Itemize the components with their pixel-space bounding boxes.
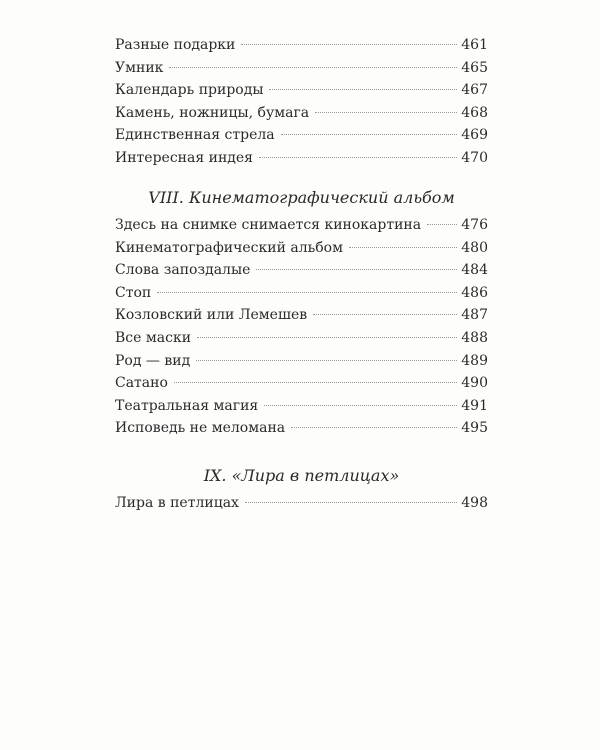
dot-leader [269, 89, 457, 90]
entry-title: Кинематографический альбом [115, 239, 343, 256]
dot-leader [256, 269, 457, 270]
toc-entry [115, 34, 488, 57]
entry-page: 487 [461, 307, 488, 324]
entry-page: 491 [461, 397, 488, 414]
entry-title: Исповедь не меломана [115, 420, 286, 437]
dot-leader [196, 360, 457, 361]
entry-title: Сатано [115, 375, 168, 392]
entry-page: 486 [461, 284, 488, 301]
entry-page: 490 [461, 375, 488, 392]
toc-entry [115, 214, 488, 237]
entry-title: Козловский или Лемешев [115, 307, 308, 324]
entry-page: 498 [461, 495, 488, 511]
dot-leader [157, 292, 457, 293]
toc-entry [115, 492, 488, 515]
toc-entry [115, 147, 488, 170]
dot-leader [169, 67, 457, 68]
entry-page: 489 [461, 352, 488, 369]
toc-entry [115, 237, 488, 260]
entry-title: Лира в петлицах [115, 495, 239, 511]
dot-leader [281, 134, 458, 135]
toc-entry [115, 372, 488, 395]
entry-page: 469 [461, 127, 488, 144]
toc-list [115, 214, 488, 440]
entry-title: Календарь природы [115, 82, 264, 99]
toc-entry [115, 259, 488, 282]
entry-title: Камень, ножницы, бумага [115, 104, 310, 121]
toc-entry [115, 282, 488, 305]
dot-leader [259, 157, 457, 158]
toc-list [115, 492, 488, 515]
entry-title: Здесь на снимке снимается кинокартина [115, 217, 422, 233]
entry-title: Род — вид [115, 352, 191, 369]
toc-entry [115, 102, 488, 125]
dot-leader [264, 405, 457, 406]
entry-page: 484 [461, 262, 488, 279]
dot-leader [241, 44, 457, 45]
entry-page: 488 [461, 329, 488, 346]
dot-leader [245, 502, 457, 503]
toc-entry [115, 79, 488, 102]
toc-entry [115, 417, 488, 440]
entry-page: 467 [461, 82, 488, 99]
section-heading: VIII. Кинематографический альбом [148, 188, 455, 207]
entry-title: Единственная стрела [115, 127, 275, 144]
toc-entry [115, 57, 488, 80]
entry-page: 495 [461, 420, 488, 437]
entry-title: Слова запоздалые [115, 262, 251, 279]
toc-entry [115, 304, 488, 327]
entry-page: 470 [461, 149, 488, 166]
entry-title: Разные подарки [115, 37, 236, 53]
dot-leader [174, 382, 457, 383]
toc-entry [115, 350, 488, 373]
dot-leader [197, 337, 457, 338]
entry-title: Все маски [115, 329, 192, 346]
toc-entry [115, 124, 488, 147]
entry-title: Стоп [115, 284, 152, 301]
entry-page: 461 [461, 37, 488, 53]
section-heading: IX. «Лира в петлицах» [203, 466, 400, 485]
dot-leader [291, 427, 457, 428]
entry-title: Театральная магия [115, 397, 259, 414]
toc-entry [115, 395, 488, 418]
entry-page: 468 [461, 104, 488, 121]
entry-page: 476 [461, 217, 488, 233]
entry-title: Умник [115, 59, 164, 76]
dot-leader [315, 112, 457, 113]
entry-title: Интересная индея [115, 149, 254, 166]
entry-page: 465 [461, 59, 488, 76]
toc-list [115, 34, 488, 170]
entry-page: 480 [461, 239, 488, 256]
dot-leader [313, 314, 457, 315]
toc-entry [115, 327, 488, 350]
dot-leader [427, 224, 457, 225]
dot-leader [349, 247, 457, 248]
